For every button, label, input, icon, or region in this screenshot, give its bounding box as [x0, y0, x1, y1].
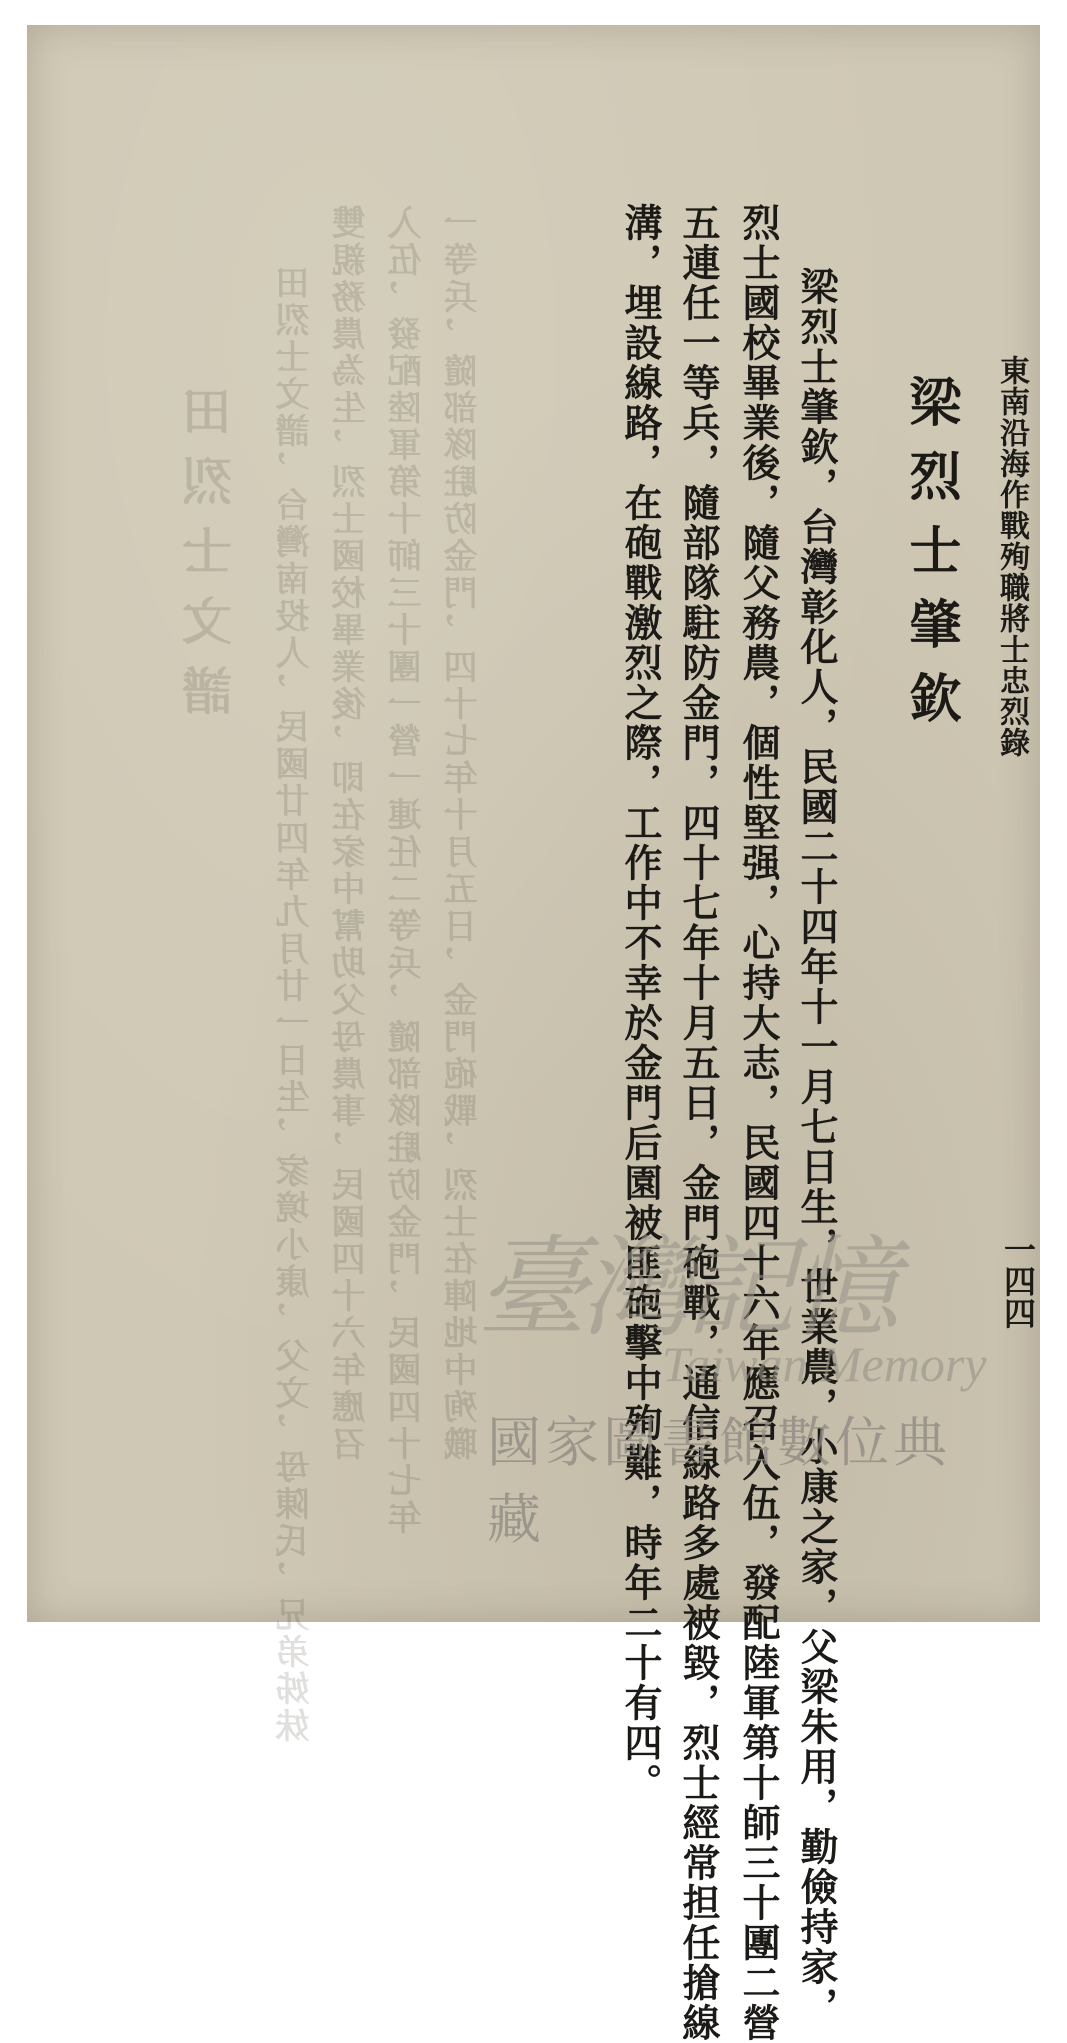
bleed-through-title: 田烈士文譜 [181, 385, 240, 735]
watermark-script-logo: 臺灣記憶 [477, 1224, 893, 1352]
running-header: 東南沿海作戰殉職將士忠烈錄 [994, 355, 1029, 758]
body-column-1: 梁烈士肇欽，台灣彰化人，民國二十四年十一月七日生，世業農，小康之家，父梁朱用，勤儉持家， [794, 267, 839, 2027]
watermark-english-text: Taiwan Memory [662, 1336, 987, 1392]
bleed-through-column: 雙親務農為生，烈士國校畢業後，即在家中幫助父母農事，民國四十六年應召 [332, 205, 372, 1463]
bleed-through-column: 入伍，發配陸軍第十師三十團一營一連任二等兵，隨部隊駐防金門，民國四十七年 [388, 205, 428, 1537]
archive-watermark [477, 1200, 997, 1551]
body-column-2: 烈士國校畢業後，隨父務農，個性堅强，心持大志，民國四十六年應召入伍，發配陸軍第十師三十團二營 [736, 203, 781, 2043]
article-title: 梁烈士肇欽 [900, 375, 961, 745]
bleed-through-column: 田烈士文譜，台灣南投人，民國廿四年九月廿一日生，家境小康，父文，母陳氏，兄弟姊妹 [276, 265, 316, 1745]
body-column-3: 五連任一等兵，隨部隊駐防金門，四十七年十月五日，金門砲戰，通信線路多處被毀，烈士經常担任搶線 [676, 203, 721, 2043]
watermark-organization-text: 國家圖書館數位典藏 [487, 1411, 951, 1551]
bleed-through-column: 一等兵，隨部隊駐防金門，四十七年十月五日，金門砲戰，烈士在陣地中殉職 [444, 205, 484, 1463]
scanned-book-page [27, 25, 1040, 2043]
body-column-4: 溝，埋設線路，在砲戰激烈之際，工作中不幸於金門后園被匪砲擊中殉難，時年二十有四。 [618, 203, 663, 1803]
page-number: 一四四 [999, 1233, 1037, 1329]
